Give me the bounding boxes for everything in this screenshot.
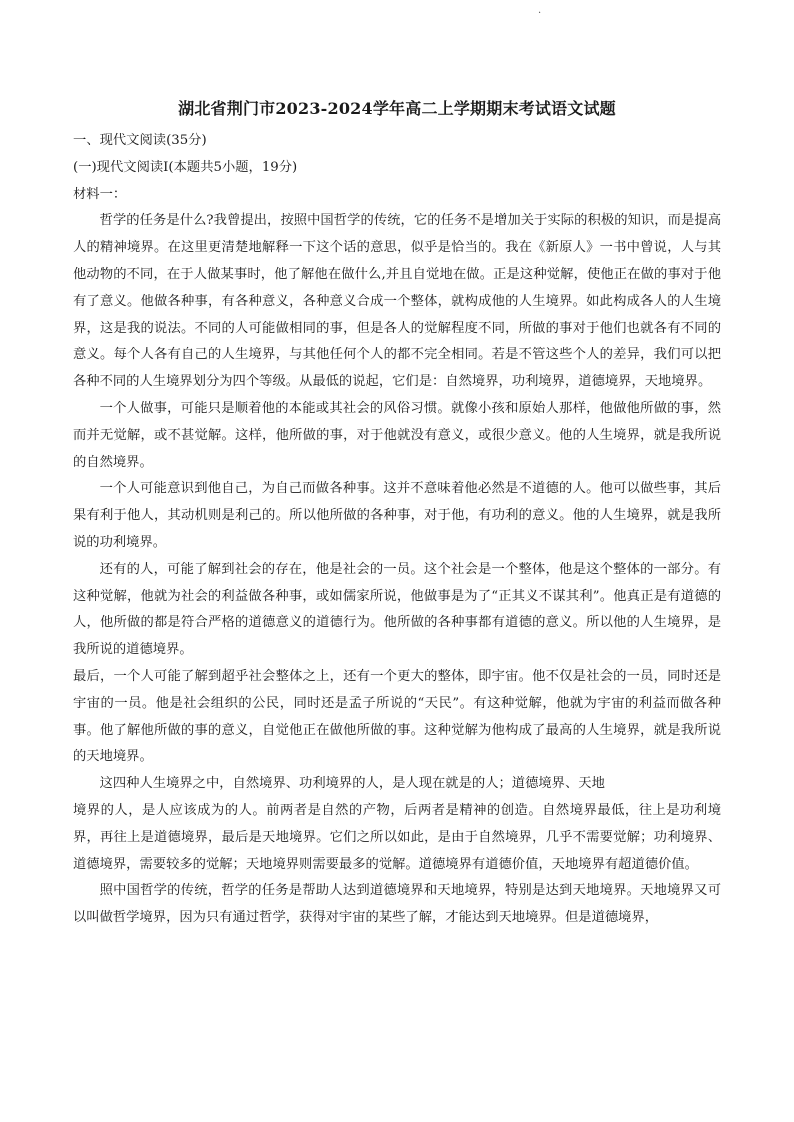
material-label: 材料一： [73,186,127,202]
exam-title: 湖北省荆门市2023-2024学年高二上学期期末考试语文试题 [178,99,616,118]
document-body [73,128,721,932]
paragraph-8: 照中国哲学的传统，哲学的任务是帮助人达到道德境界和天地境界，特别是达到天地境界。天地境界又可以叫做哲学境界，因为只有通过哲学，获得对宇宙的某些了解，才能达到天地境界。但是道德境界， [73,883,721,926]
section-heading: 一、现代文阅读(35分) [73,133,207,148]
paragraph-2: 一个人做事，可能只是顺着他的本能或其社会的风俗习惯。就像小孩和原始人那样，他做他所做的事，然而并无觉解，或不甚觉解。这样，他所做的事，对于他就没有意义，或很少意义。他的人生境界，就是我所说的自然境界。 [73,400,721,470]
paragraph-1: 哲学的任务是什么?我曾提出，按照中国哲学的传统，它的任务不是增加关于实际的积极的知识，而是提高人的精神境界。在这里更清楚地解释一下这个话的意思，似乎是恰当的。我在《新原人》一书中曾说，人与其他动物的不同，在于人做某事时，他了解他在做什么,并且自觉地在做。正是这种觉解，使他正在做的事对于他有了意义。他做各种事，有各种意义，各种意义合成一个整体，就构成他的人生境界。如此构成各人的人生境界，这是我的说法。不同的人可能做相同的事，但是各人的觉解程度不同，所做的事对于他们也就各有不同的意义。每个人各有自己的人生境界，与其他任何个人的都不完全相同。若是不管这些个人的差异，我们可以把各种不同的人生境界划分为四个等级。从最低的说起，它们是：自然境界，功利境界，道德境界，天地境界。 [73,213,721,390]
paragraph-5: 最后，一个人可能了解到超乎社会整体之上，还有一个更大的整体，即宇宙。他不仅是社会的一员，同时还是宇宙的一员。他是社会组织的公民，同时还是孟子所说的“天民”。有这种觉解，他就为宇宙的利益而做各种事。他了解他所做的事的意义，自觉他正在做他所做的事。这种觉解为他构成了最高的人生境界，就是我所说的天地境界。 [73,668,721,765]
paragraph-4: 还有的人，可能了解到社会的存在，他是社会的一员。这个社会是一个整体，他是这个整体的一部分。有这种觉解，他就为社会的利益做各种事，或如儒家所说，他做事是为了“正其义不谋其利”。他真正是有道德的人，他所做的都是符合严格的道德意义的道德行为。他所做的各种事都有道德的意义。所以他的人生境界，是我所说的道德境界。 [73,561,721,658]
paragraph-3: 一个人可能意识到他自己，为自己而做各种事。这并不意味着他必然是不道德的人。他可以做些事，其后果有利于他人，其动机则是利己的。所以他所做的各种事，对于他，有功利的意义。他的人生境界，就是我所说的功利境界。 [73,481,721,550]
paragraph-7: 境界的人，是人应该成为的人。前两者是自然的产物，后两者是精神的创造。自然境界最低，往上是功利境界，再往上是道德境界，最后是天地境界。它们之所以如此，是由于自然境界，几乎不需要觉解；功利境界、道德境界，需要较多的觉解；天地境界则需要最多的觉解。道德境界有道德价值，天地境界有超道德价值。 [73,802,721,872]
paragraph-6: 这四种人生境界之中，自然境界、功利境界的人，是人现在就是的人；道德境界、天地 [99,776,605,792]
subsection-heading: (一)现代文阅读Ⅰ(本题共5小题，19分) [73,159,298,175]
page-mark: . [538,5,542,16]
